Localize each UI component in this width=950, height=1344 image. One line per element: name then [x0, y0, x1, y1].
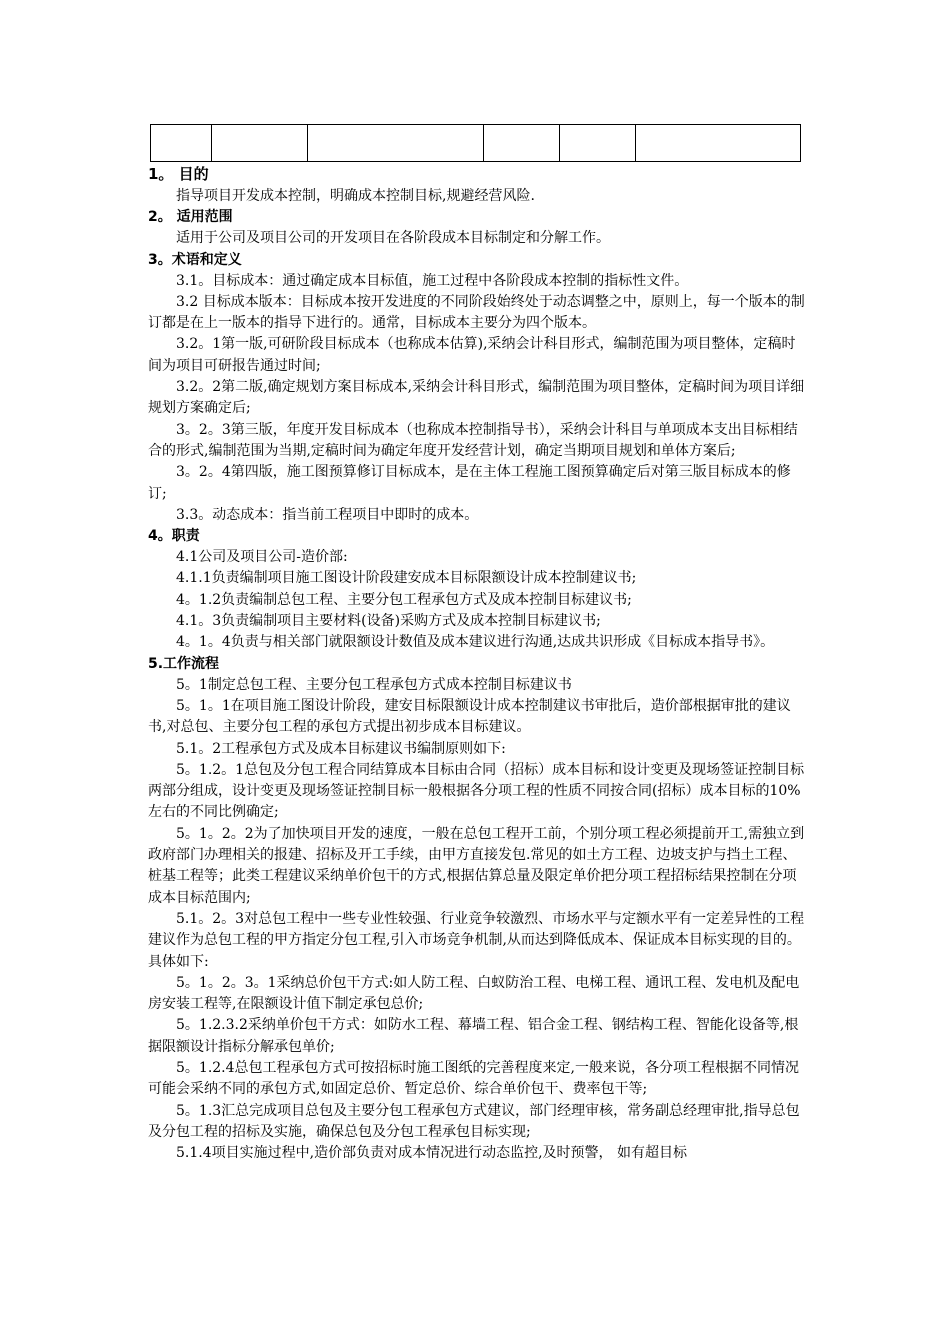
paragraph: 3.1。目标成本：通过确定成本目标值，施工过程中各阶段成本控制的指标性文件。 — [176, 272, 689, 289]
section-responsibilities — [148, 526, 808, 653]
section-heading: 4。职责 — [148, 528, 200, 545]
paragraph: 4.1。3负责编制项目主要材料(设备)采购方式及成本控制目标建议书; — [176, 613, 601, 630]
paragraph: 5。1制定总包工程、主要分包工程承包方式成本控制目标建议书 — [176, 676, 572, 693]
paragraph: 3.2。1第一版,可研阶段目标成本（也称成本估算),采纳会计科目形式，编制范围为项目整体，定稿时间为项目可研报告通过时间; — [148, 336, 796, 374]
section-purpose — [148, 163, 808, 207]
section-definitions — [148, 250, 808, 527]
header-table-cell — [151, 125, 212, 162]
paragraph: 3.2 目标成本版本：目标成本按开发进度的不同阶段始终处于动态调整之中，原则上，每一个版本的制订都是在上一版本的指导下进行的。通常，目标成本主要分为四个版本。 — [148, 293, 805, 332]
header-table-cell — [560, 125, 636, 162]
paragraph: 5。1.2。1总包及分包工程合同结算成本目标由合同（招标）成本目标和设计变更及现场签证控制目标两部分组成，设计变更及现场签证控制目标一般根据各分项工程的性质不同按合同(招标）成本目标的10%左右的不同比例确定; — [148, 761, 805, 821]
paragraph: 5。1。2。2为了加快项目开发的速度，一般在总包工程开工前，个别分项工程必须提前开工,需独立到政府部门办理相关的报建、招标及开工手续，由甲方直接发包.常见的如土方工程、边坡支护与挡土工程、桩基工程等；此类工程建议采纳单价包干的方式,根据估算总量及限定单价把分项工程招标结果控制在分项成本目标范围内; — [148, 825, 805, 906]
document-body — [148, 163, 808, 1164]
section-workflow — [148, 654, 808, 1165]
paragraph: 5。1。1在项目施工图设计阶段，建安目标限额设计成本控制建议书审批后，造价部根据审批的建议书,对总包、主要分包工程的承包方式提出初步成本目标建议。 — [148, 697, 791, 736]
paragraph: 5。1.2.3.2采纳单价包干方式：如防水工程、幕墙工程、铝合金工程、钢结构工程、智能化设备等,根据限额设计指标分解承包单价; — [148, 1017, 799, 1055]
paragraph: 5。1。2。3。1采纳总价包干方式:如人防工程、白蚁防治工程、电梯工程、通讯工程、发电机及配电房安装工程等,在限额设计值下制定承包总价; — [148, 974, 800, 1013]
section-heading: 3。术语和定义 — [148, 251, 242, 268]
section-scope — [148, 207, 808, 249]
paragraph: 3。2。3第三版，年度开发目标成本（也称成本控制指导书），采纳会计科目与单项成本支出目标相结合的形式,编制范围为当期,定稿时间为确定年度开发经营计划，确定当期项目规划和单体方案后; — [148, 421, 798, 459]
section-heading: 1。 目的 — [148, 165, 209, 183]
paragraph: 3.2。2第二版,确定规划方案目标成本,采纳会计科目形式，编制范围为项目整体，定稿时间为项目详细规划方案确定后; — [148, 379, 805, 417]
paragraph: 4。1.2负责编制总包工程、主要分包工程承包方式及成本控制目标建议书; — [176, 591, 632, 608]
paragraph: 4。1。4负责与相关部门就限额设计数值及成本建议进行沟通,达成共识形成《目标成本指导书》。 — [176, 634, 775, 651]
paragraph: 3。2。4第四版，施工图预算修订目标成本，是在主体工程施工图预算确定后对第三版目标成本的修订; — [148, 464, 791, 502]
paragraph: 4.1.1负责编制项目施工图设计阶段建安成本目标限额设计成本控制建议书; — [176, 570, 637, 587]
section-heading: 2。 适用范围 — [148, 209, 233, 226]
header-table — [150, 124, 801, 162]
paragraph: 3.3。动态成本：指当前工程项目中即时的成本。 — [176, 506, 479, 523]
paragraph: 5。1.3汇总完成项目总包及主要分包工程承包方式建议，部门经理审核，常务副总经理审批,指导总包及分包工程的招标及实施，确保总包及分包工程承包目标实现; — [148, 1102, 800, 1140]
header-table-row — [151, 125, 801, 162]
header-table-cell — [636, 125, 801, 162]
header-table-cell — [484, 125, 560, 162]
paragraph: 5。1.2.4总包工程承包方式可按招标时施工图纸的完善程度来定,一般来说，各分项工程根据不同情况可能会采纳不同的承包方式,如固定总价、暂定总价、综合单价包干、费率包干等; — [148, 1059, 799, 1098]
header-table-cell — [212, 125, 308, 162]
paragraph: 5.1。2工程承包方式及成本目标建议书编制原则如下: — [176, 740, 506, 757]
header-table-cell — [308, 125, 484, 162]
paragraph: 适用于公司及项目公司的开发项目在各阶段成本目标制定和分解工作。 — [176, 230, 610, 247]
paragraph: 5.1.4项目实施过程中,造价部负责对成本情况进行动态监控,及时预警， 如有超目标 — [176, 1145, 687, 1162]
paragraph: 指导项目开发成本控制，明确成本控制目标,规避经营风险. — [176, 188, 535, 204]
paragraph: 5.1。2。3对总包工程中一些专业性较强、行业竞争较激烈、市场水平与定额水平有一定差异性的工程建议作为总包工程的甲方指定分包工程,引入市场竞争机制,从而达到降低成本、保证成本目标实现的目的。具体如下: — [148, 910, 805, 970]
paragraph: 4.1公司及项目公司-造价部: — [176, 549, 348, 566]
section-heading: 5.工作流程 — [148, 655, 220, 672]
